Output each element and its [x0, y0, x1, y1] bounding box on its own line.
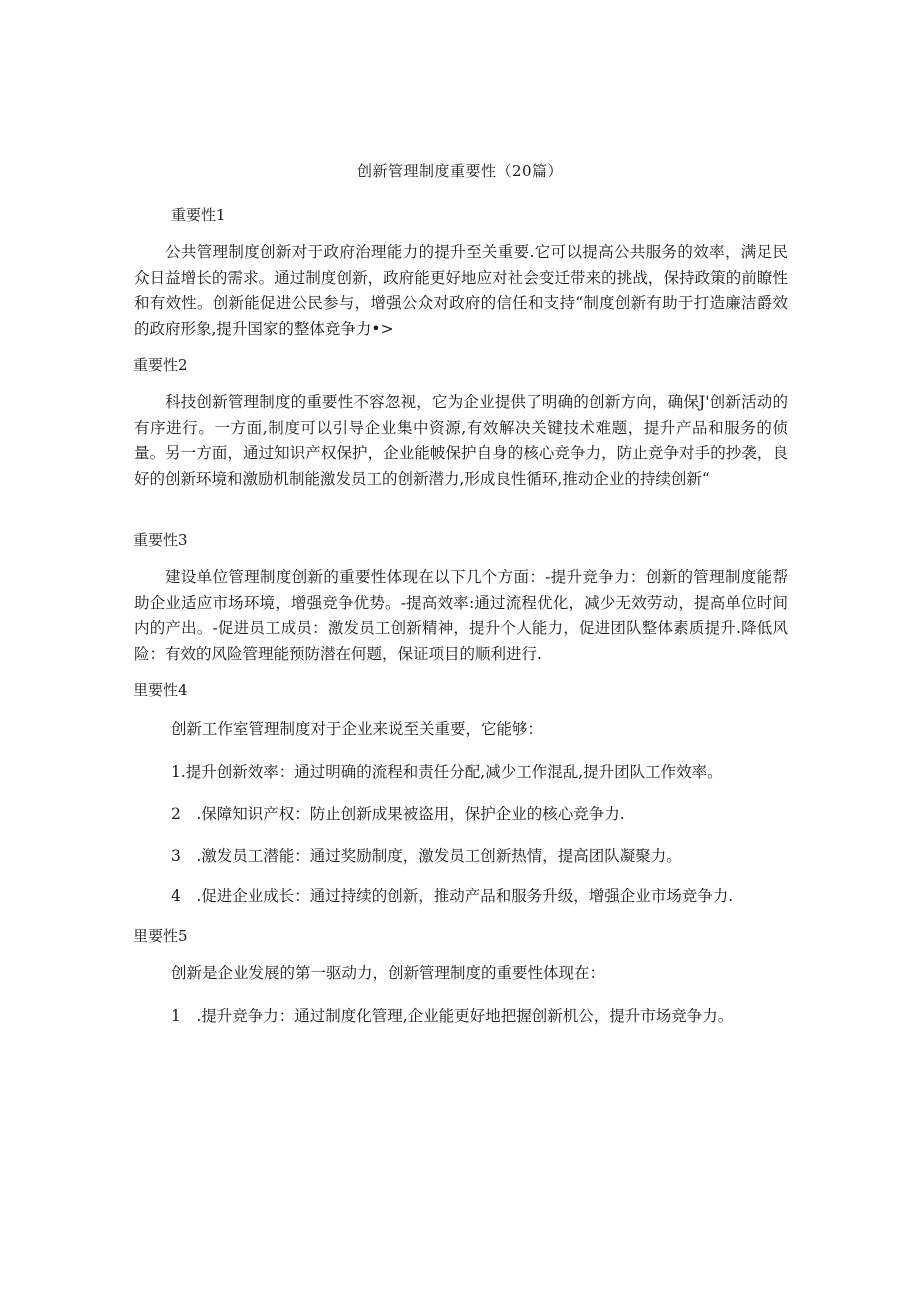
section-intro-5: 创新是企业发展的第一驱动力，创新管理制度的重要性体现在： [171, 964, 606, 982]
section-heading-3: 重要性3 [133, 531, 188, 549]
section-paragraph-1: 公共管理制度创新对于政府治理能力的提升至关重要.它可以提高公共服务的效率，满足民众日益增长的需求。通过制度创新，政府能更好地应对社会变迁带来的挑战，保持政策的前瞭性和有效性。创新能促进公民参与，增强公众对政府的信任和支持“制度创新有助于打造廉洁爵效的政府形象,提升国家的整体竞争力•> [134, 243, 788, 338]
list-item: 1.提升创新效率：通过明确的流程和责任分配,减少工作混乱,提升团队工作效率。 [171, 763, 723, 781]
section-heading-1: 重要性1 [171, 206, 226, 224]
section-heading-2: 重要性2 [133, 356, 188, 374]
section-heading-4: 里要性4 [133, 681, 188, 699]
list-item: 4 .促进企业成长：通过持续的创新，推动产品和服务升级，增强企业市场竞争力. [171, 887, 734, 905]
section-heading-5: 里要性5 [133, 927, 188, 945]
document-title: 创新管理制度重要性（20篇） [356, 162, 564, 180]
list-item: 2 .保障知识产权：防止创新成果被盗用，保护企业的核心竞争力. [171, 805, 625, 823]
list-item: 3 .激发员工潜能：通过奖励制度，激发员工创新热情，提高团队凝聚力。 [171, 847, 682, 865]
section-paragraph-2: 科技创新管理制度的重要性不容忽视，它为企业提供了明确的创新方向，确保J'创新活动的有序进行。一方面,制度可以引导企业集中资源,有效解决关键技术难题，提升产品和服务的侦量。另一方面，通过知识产权保护，企业能帔保护自身的核心竞争力，防止竞争对手的抄袭，良好的创新环境和激励机制能激发员工的创新潜力,形成良性循环,推动企业的持续创新“ [134, 393, 788, 488]
section-intro-4: 创新工作室管理制度对于企业来说至关重要，它能够： [171, 720, 544, 738]
list-item: 1 .提升竞争力：通过制度化管理,企业能更好地把握创新机公，提升市场竞争力。 [171, 1007, 734, 1025]
section-paragraph-3: 建设单位管理制度创新的重要性体现在以下几个方面：-提升竞争力：创新的管理制度能帮助企业适应市场环境，增强竞争优势。-提高效率:通过流程优化，减少无效劳动，提高单位时间内的产出。-促进员工成员：激发员工创新精神，提升个人能力，促进团队整体素质提升.降低风险：有效的风险管理能预防潜在何题，保证项目的顺利进行. [134, 568, 788, 663]
